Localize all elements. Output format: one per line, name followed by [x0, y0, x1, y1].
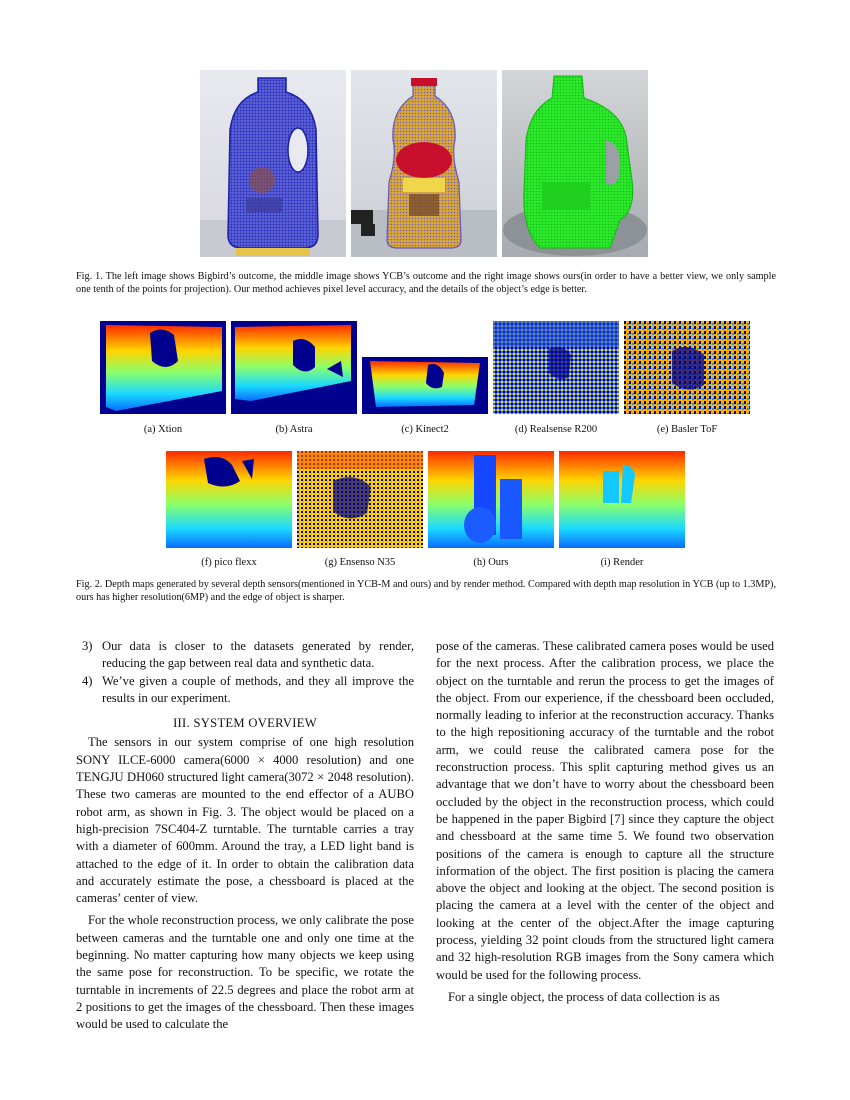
left-column [76, 638, 414, 1034]
depth-basler-graphic [624, 321, 750, 414]
subfig-label-i: (i) Render [600, 557, 644, 568]
subfig-label-h: (h) Ours [473, 557, 509, 568]
subfig-label-c: (c) Kinect2 [401, 424, 449, 435]
depth-map-kinect2 [362, 343, 488, 414]
bottle-bigbird-graphic [200, 70, 346, 257]
depth-map-ensenso [297, 451, 423, 548]
depth-ours-graphic [428, 451, 554, 548]
paragraph-calibration: For the whole reconstruction process, we only calibrate the pose between cameras and the turntable one and only one time at the beginning. No matter capturing how many objects we keep using the same pose for reconstruction. To be specific, we rotate the turntable in increments of 22.5 degrees and place the robot arm at 2 positions to get the images of the chessboard. Then these images would be used to calculate the [76, 913, 414, 1032]
right-column [436, 638, 774, 1006]
depth-map-basler [624, 321, 750, 414]
depth-ensenso-graphic [297, 451, 423, 548]
depth-pico-graphic [166, 451, 292, 548]
depth-map-ours [428, 451, 554, 548]
subfig-label-e: (e) Basler ToF [656, 424, 718, 435]
list-text: We’ve given a couple of methods, and they all improve the results in our experiment. [102, 673, 414, 705]
depth-map-xtion [100, 321, 226, 414]
fig1-image-bigbird [200, 70, 346, 257]
subfig-label-d: (d) Realsense R200 [514, 424, 598, 435]
bottle-ours-graphic [502, 70, 648, 257]
depth-kinect2-graphic [362, 343, 488, 414]
list-number: 3) [82, 639, 93, 653]
paragraph-system-overview: The sensors in our system comprise of one high resolution SONY ILCE-6000 camera(6000 × 4000 resolution) and one TENGJU DH060 structured light camera(3072 × 2048 resolution). These two cameras are mounted to the end effector of a AUBO robot arm, as shown in Fig. 3. The object would be placed on a high-precision 7SC404-Z turntable. The turntable carries a tray with a diameter of 600mm. Around the tray, a LED light band is attached to the edge of it. In order to obtain the calibration data and accurately estimate the pose, a chessboard is placed at the cameras’ center of view. [76, 735, 414, 906]
fig1-image-ours [502, 70, 648, 257]
depth-astra-graphic [231, 321, 357, 414]
section-heading: III. SYSTEM OVERVIEW [173, 716, 317, 731]
list-text: Our data is closer to the datasets generated by render, reducing the gap between real data and synthetic data. [102, 639, 414, 671]
depth-xtion-graphic [100, 321, 226, 414]
depth-map-astra [231, 321, 357, 414]
fig1-caption: Fig. 1. The left image shows Bigbird’s outcome, the middle image shows YCB’s outcome and the right image shows ours(in order to have a better view, we only sample one tenth of the points for projection). Our method achieves pixel level accuracy, and the details of the object’s edge is better. [76, 271, 776, 296]
subfig-label-f: (f) pico flexx [201, 557, 257, 568]
list-number: 4) [82, 673, 93, 688]
depth-map-realsense [493, 321, 619, 414]
fig2-caption: Fig. 2. Depth maps generated by several depth sensors(mentioned in YCB-M and ours) and by render method. Compared with depth map resolution in YCB (up to 1.3MP), ours has higher resolution(6MP) and the edge of object is sharper. [76, 579, 776, 604]
paragraph-data-collection: For a single object, the process of data collection is as [448, 989, 720, 1004]
depth-map-render [559, 451, 685, 548]
fig1-image-ycb [351, 70, 497, 257]
depth-realsense-graphic [493, 321, 619, 414]
list-item-4 [76, 673, 414, 708]
subfig-label-g: (g) Ensenso N35 [324, 557, 396, 568]
depth-map-pico [166, 451, 292, 548]
subfig-label-b: (b) Astra [275, 424, 313, 435]
subfig-label-a: (a) Xtion [143, 424, 183, 435]
list-item-3 [76, 638, 414, 673]
paragraph-camera-pose: pose of the cameras. These calibrated camera poses would be used for the next process. After the calibration process, we place the object on the turntable and rerun the process to get the images of the object. From our experience, if the chessboard been occluded, normally leading to inferior at the reconstruction accuracy. Thanks to the high repositioning accuracy of the turntable and the robot arm, we could reuse the calibrated camera pose for the reconstruction process. This split capturing method gives us an advantage that we don’t have to worry about the chessboard been occluded by the object in the reconstruction process, which could be happened in the paper Bigbird [7] since they capture the object and chessboard at the same time 5. We found two observation positions of the camera is enough to capture all the structure information of the object. The first position is placing the camera above the object and looking at the object. The second position is placing the camera at a level with the center of the object and looking at the center of the object.After the image capturing process, yielding 32 point clouds from the structured light camera and 32 high-resolution RGB images from the Sony camera which would be used for the following process. [436, 639, 774, 982]
depth-render-graphic [559, 451, 685, 548]
bottle-ycb-graphic [351, 70, 497, 257]
